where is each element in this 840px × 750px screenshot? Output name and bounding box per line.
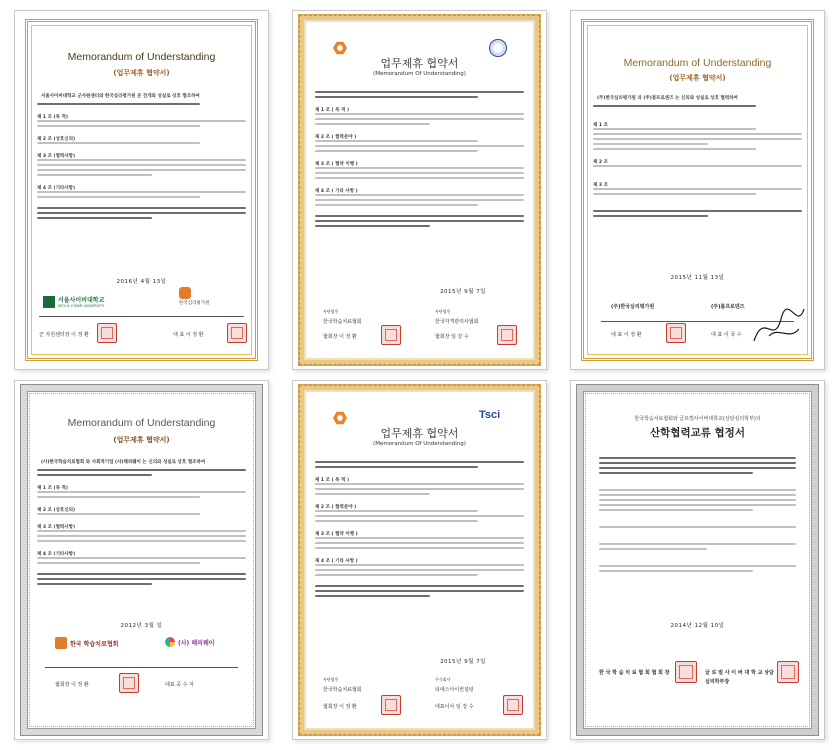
certificate-title-en: Memorandum of Understanding [67,417,216,429]
right-party-logo [165,637,215,647]
left-party-org: (주)한국심리평가원 [611,304,655,310]
mou-certificate-card-1[interactable] [14,10,269,370]
article-head: 제 1 조 [593,123,608,128]
mou-certificate-card-5[interactable] [292,380,547,740]
certificate-title-top: 한국학습치료협회와 글로벌사이버대학교(상담심리학부)의 [634,416,761,422]
article-head: 제 3 조 ( 협약 이행 ) [315,532,358,537]
right-party-org: (주)봄프로덴즈 [711,304,745,310]
certificate-body [37,469,246,588]
left-party-signature: 협회장 이 정 환 [323,704,357,710]
certificate-title-ko: 업무제휴 협약서 [380,427,459,440]
article-head: 제 3 조 (협력사항) [37,525,76,530]
certificate-body [599,457,796,575]
certificate-body [315,91,524,230]
certificate-title-en: (Memorandum Of Understanding) [373,441,466,447]
right-party-signature: 대 표 이 정 환 [173,332,204,338]
divider [45,667,238,668]
official-seal-icon [227,323,247,343]
certificate-body [315,461,524,600]
article-head: 제 1 조 (목 적) [37,115,68,120]
right-party-signature: 대표 공 수 자 [165,682,194,688]
divider [39,316,244,317]
official-seal-icon [666,323,686,343]
left-logo-text: 한국 학습치료협회 [70,640,119,648]
org-emblem-icon [165,637,175,647]
certificate-title-ko: (업무제휴 협약서) [669,74,726,82]
company-logo: Tsci [479,409,501,421]
right-party-signature: 협회장 임 강 수 [435,334,469,340]
university-emblem-icon [43,296,55,308]
certificate-title-en: (Memorandum Of Understanding) [373,71,466,77]
left-party-logo [43,295,104,308]
certificate-date: 2014년 12월 10일 [670,623,725,629]
certificate-intro: 서울사이버대학교 군자원센터와 한국심리평가원 본 전개와 성실로 상호 협조하여 [41,94,200,99]
left-party-signature: 군 자원센터장 이 정 환 [39,332,89,338]
article-head: 제 2 조 (상호신의) [37,508,76,513]
certificate-body [593,105,802,220]
left-party-signature: 대 표 이 정 환 [611,332,642,338]
certificate-date: 2015년 9월 7일 [440,289,486,295]
mou-certificate-card-4[interactable] [14,380,269,740]
article-head: 제 3 조 (협력사항) [37,154,76,159]
article-head: 제 2 조 ( 협력분야 ) [315,135,357,140]
association-logo-icon [55,637,67,649]
article-head: 제 4 조 ( 기타 사항 ) [315,189,358,194]
left-party-logo [55,637,118,649]
official-seal-icon [381,325,401,345]
right-party-signature: 대 표 이 국 수 [711,332,742,338]
right-party-org: 한국자격관리사협회 [435,319,479,325]
mou-certificate-card-6[interactable] [570,380,825,740]
article-head: 제 1 조 ( 목 적 ) [315,108,350,113]
official-seal-icon [777,661,799,683]
official-seal-icon [503,695,523,715]
certificate-title-ko: (업무제휴 협약서) [113,436,170,444]
article-head: 제 1 조 ( 목 적 ) [315,478,350,483]
certificate-date: 2015년 9월 7일 [440,659,486,665]
left-party-org: 한국학습치료협회 [323,687,362,693]
certificate-title-en: Memorandum of Understanding [623,57,772,69]
article-head: 제 2 조 (상호신의) [37,137,76,142]
left-logo-text: 서울사이버대학교 [58,297,105,304]
official-seal-icon [497,325,517,345]
article-head: 제 3 조 [593,183,608,188]
certificate-title-ko: (업무제휴 협약서) [113,69,170,77]
official-seal-icon [97,323,117,343]
article-head: 제 4 조 (기타사항) [37,552,76,557]
left-party-label: 사단법인 [323,309,339,314]
certificate-intro: (주)한국심리평가원 과 (주)봄프로덴즈 는 신의와 성실로 상호 협력하여 [597,96,738,101]
right-party-logo [179,287,209,306]
right-party-org: 티에스아이컨설팅 [435,687,474,693]
certificate-date: 2012년 3월 일 [120,623,163,629]
left-logo-subtext: SEOUL CYBER UNIVERSITY [58,304,105,308]
article-head: 제 2 조 [593,160,608,165]
certificate-body [37,103,246,222]
left-party-signature: 협회장 이 정 환 [323,334,357,340]
left-party-signature: 한 국 학 습 치 료 협 회 협 회 장 [599,670,670,676]
official-seal-icon [381,695,401,715]
left-party-label: 사단법인 [323,677,339,682]
right-logo-text: (사) 해피웨이 [178,639,215,647]
article-head: 제 4 조 ( 기타 사항 ) [315,559,358,564]
org-emblem-icon [179,287,191,299]
right-party-signature: 글 로 벌 사 이 버 대 학 교 상담심리학부장 [705,670,774,685]
certificate-title-ko: 업무제휴 협약서 [380,57,459,70]
right-party-label: 사단법인 [435,309,451,314]
left-party-org: 한국학습치료협회 [323,319,362,325]
article-head: 제 4 조 (기타사항) [37,186,76,191]
article-head: 제 1 조 (목 적) [37,486,68,491]
right-party-signature: 대표이사 임 강 수 [435,704,474,710]
certificate-date: 2015년 11월 13일 [670,275,725,281]
certificate-title-main: 산학협력교류 협정서 [650,427,745,439]
official-seal-icon [119,673,139,693]
article-head: 제 2 조 ( 협력분야 ) [315,505,357,510]
official-seal-icon [675,661,697,683]
mou-certificate-card-2[interactable] [292,10,547,370]
certificate-intro: (사)한국학습치료협회 와 사회적기업 (사)해피웨이 는 신의와 성실로 상호 협조하여 [41,460,206,465]
certificate-date: 2016년 4월 13일 [116,279,167,285]
right-logo-text: 한국심리평가원 [179,301,210,306]
mou-certificate-card-3[interactable] [570,10,825,370]
handwritten-signature-icon [749,301,809,351]
certificate-title-en: Memorandum of Understanding [67,51,216,63]
left-party-signature: 협회장 이 정 환 [55,682,89,688]
right-party-label: 주식회사 [435,677,451,682]
article-head: 제 3 조 ( 협약 이행 ) [315,162,358,167]
